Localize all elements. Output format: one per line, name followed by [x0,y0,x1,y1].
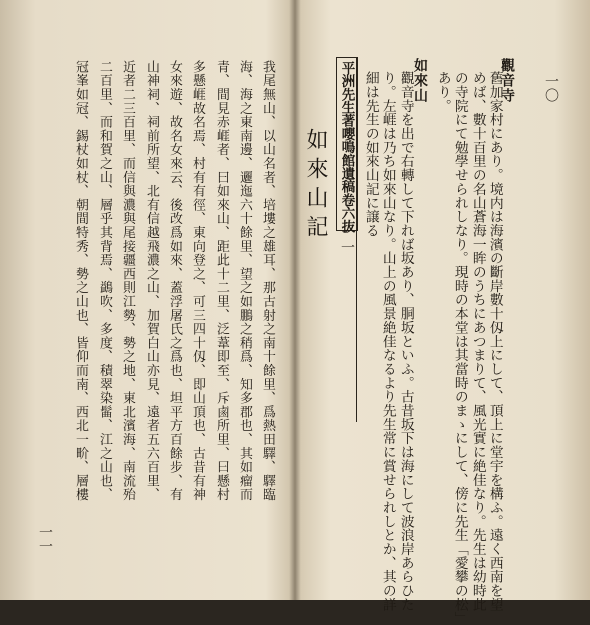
essay-line: 多懸崕故名焉、村有有徑、東向登之、可三四十仭、即山頂也、古昔有神 [189,60,205,502]
essay-line: 海、海之東南邊、邐迤六十餘里、望之如鵬之稍爲、知多郡也、其如瘤而 [236,60,252,502]
essay-line: 女來遊、故名女來云、後改爲如來、蓋浮屠氏之爲也、坦平方百餘步、有 [166,60,182,502]
section-line: 細は先生の如來山記に譲る [362,71,379,238]
source-title: 平洲先生著嚶鳴館遺稿卷六抜 [338,61,355,233]
essay-title: 如來山記 [303,128,328,244]
source-number: 一 [339,240,355,254]
section-divider [356,57,357,422]
page-number-right: 一〇 [543,74,559,102]
essay-line: 近者二三百里、而信與濃與尾接疆西則江勢、勢之地、東北濱海、南流殆 [119,60,135,502]
essay-line: 二百里、而和賀之山、層乎其背焉、鷁吹、多度、積翠染髷、江之山也、 [96,60,112,502]
section-line: の寺院にて勉學せられしなり。現時の本堂は其當時のまゝにして、傍に先生「愛攀の松」 [451,71,468,625]
section-line: めば、數十百里の名山蒼海一眸のうちにあつまりて、風光實に絶佳なり。先生は幼時此 [469,71,486,612]
section-heading-nyoraisan: 如來山 [412,58,428,103]
essay-line: 山神祠、祠前所望、北有信越飛濃之山、加賀白山亦見、遠者五六百里、 [143,60,159,502]
section-line: あり。 [434,71,451,113]
section-line: り。左崕は乃ち如來山なり。山上の風景絶佳なるより先生常に賞せられしとか、其の詳 [379,71,396,612]
section-line: 舊加家村にあり。境内は海濱の斷岸數十仭上にして、頂上に堂宇を構ふ。遠く西南を望 [486,71,503,612]
page-number-left: 一一 [37,525,53,553]
essay-line: 冠峯如冠、錫杖如杖、朝間特秀、勢之山也、皆仰而南、西北一畍、層樓 [72,60,88,502]
section-heading-kannonji: 觀音寺 [499,58,515,103]
essay-line: 我尾無山、以山名者、培塿之雄耳、那古射之南十餘里、爲熱田驛、驛臨 [259,60,275,502]
section-line: 觀音寺を出で右轉して下れば坂あり、胴坂といふ。古昔坂下は海にして波浪岸あらひた [397,71,414,612]
essay-line: 青、間見赤崕者、曰如來山、距此十二里、泛葦即至、斥鹵所里、曰懸村 [213,60,229,502]
